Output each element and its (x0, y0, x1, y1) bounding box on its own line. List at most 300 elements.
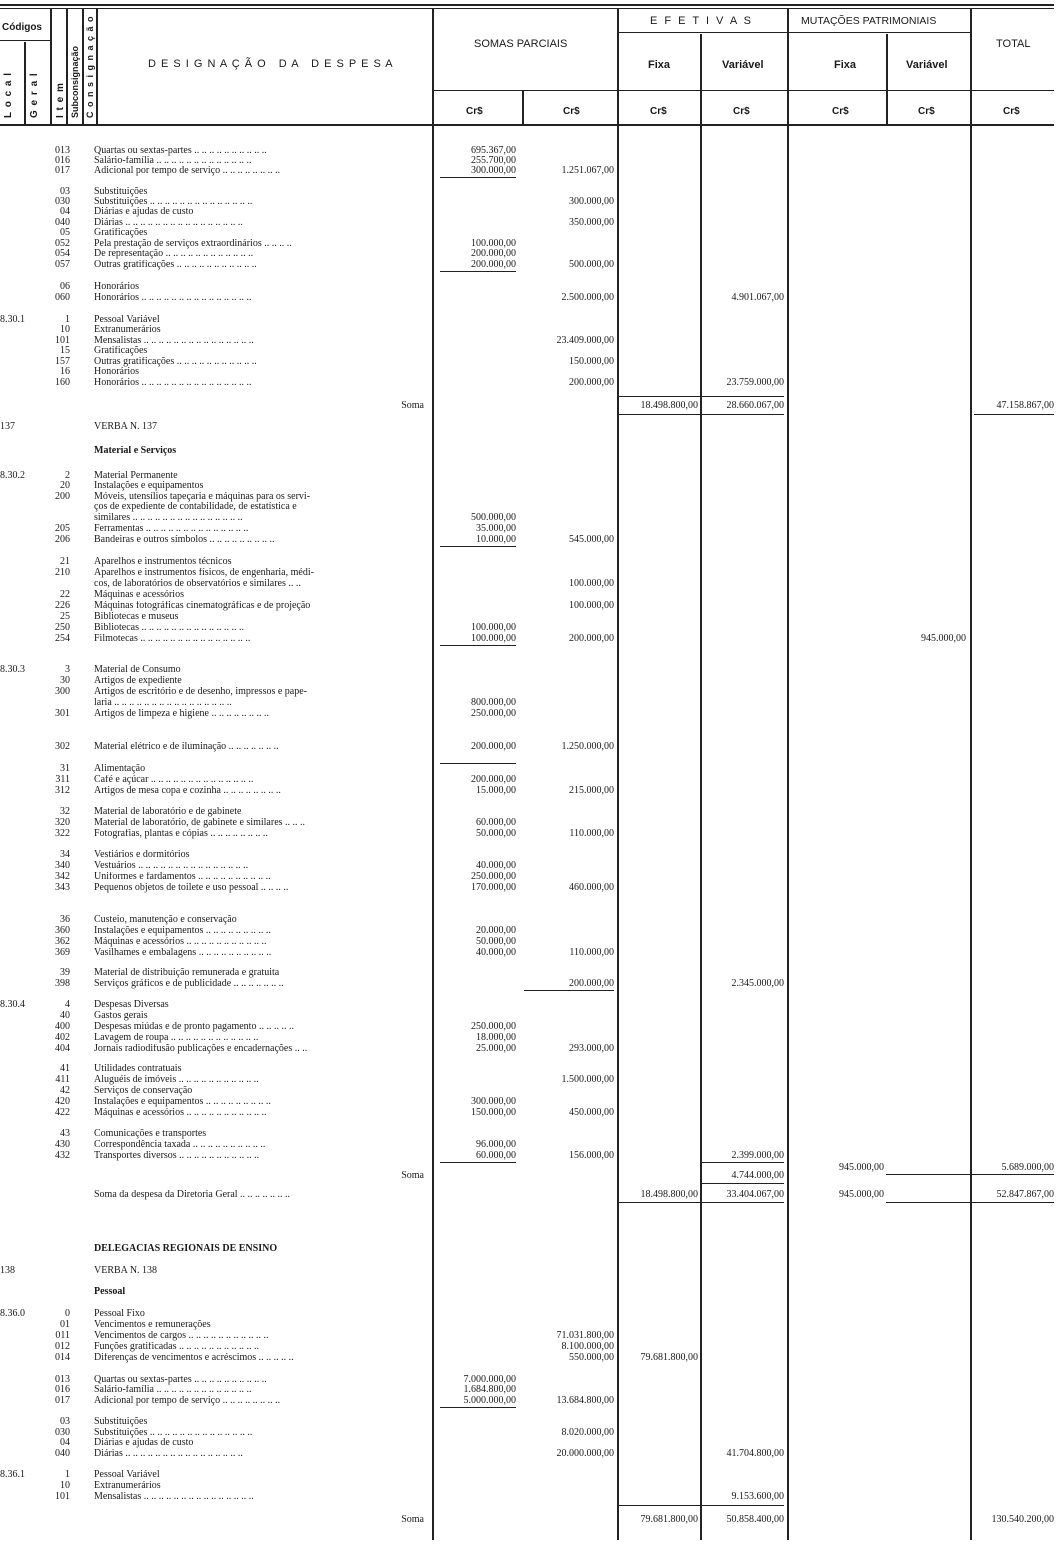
row-description: Mensalistas .. .. .. .. .. .. .. .. .. .. .. .. .. .. .. (94, 336, 254, 346)
row-partial-2: 1.251.067,00 (561, 165, 614, 176)
row-item: 41 (60, 1063, 70, 1074)
row-partial-2: 200.000,00 (569, 377, 614, 388)
row-code: 8.36.0 (0, 1308, 25, 1319)
sum-rule (618, 1505, 784, 1506)
row-partial-1: 100.000,00 (471, 238, 516, 249)
col-line-local (24, 42, 26, 126)
row-description: Custeio, manutenção e conservação (94, 915, 237, 925)
row-item: 322 (55, 828, 70, 839)
currency-p1: Cr$ (466, 106, 483, 117)
row-item: 160 (55, 377, 70, 388)
row-efetiva-variavel: 50.858.400,00 (726, 1514, 784, 1525)
row-item: 040 (55, 217, 70, 228)
table-row (0, 1140, 1057, 1151)
row-description: De representação .. .. .. .. .. .. .. .. .. .. .. .. (94, 249, 254, 259)
row-description: Diferenças de vencimentos e acréscimos .. .. .. .. .. (94, 1353, 294, 1363)
table-row (0, 968, 1057, 979)
row-partial-1: 18.000,00 (476, 1032, 516, 1043)
row-code: 8.30.3 (0, 664, 25, 675)
row-description: Honorários .. .. .. .. .. .. .. .. .. .. .. .. .. .. .. (94, 293, 252, 303)
sum-rule (700, 1183, 784, 1184)
row-item: 016 (55, 1384, 70, 1395)
col-line-mut-fixa (886, 34, 888, 126)
row-item: 302 (55, 741, 70, 752)
table-row (0, 557, 1057, 568)
header-variavel-mutacoes: Variável (906, 59, 948, 71)
row-item: 057 (55, 259, 70, 270)
table-row (0, 601, 1057, 612)
row-description: Adicional por tempo de serviço .. .. .. .. .. .. .. .. (94, 166, 281, 176)
row-item: 400 (55, 1021, 70, 1032)
row-soma-label: Soma (401, 400, 424, 411)
row-item: 422 (55, 1107, 70, 1118)
sum-rule (440, 271, 516, 272)
row-description: Máquinas e acessórios (94, 590, 184, 600)
row-efetiva-variavel: 23.759.000,00 (726, 377, 784, 388)
table-row (0, 948, 1057, 959)
row-partial-2: 293.000,00 (569, 1043, 614, 1054)
row-item: 10 (60, 1480, 70, 1491)
row-partial-1: 50.000,00 (476, 828, 516, 839)
row-item: 01 (60, 1319, 70, 1330)
row-description: Pessoal Fixo (94, 1309, 145, 1319)
row-mutacao-variavel: 945.000,00 (921, 633, 966, 644)
header-fixa-efetivas: Fixa (648, 59, 671, 71)
row-description: Diárias e ajudas de custo (94, 1438, 194, 1448)
row-item: 05 (60, 227, 70, 238)
row-item: 1 (65, 314, 70, 325)
row-item: 300 (55, 686, 70, 697)
row-partial-1: 15.000,00 (476, 785, 516, 796)
table-row (0, 187, 1057, 198)
row-item: 20 (60, 480, 70, 491)
row-item: 101 (55, 1491, 70, 1502)
row-efetiva-variavel: 4.744.000,00 (731, 1170, 784, 1181)
table-row (0, 1353, 1057, 1364)
table-row (0, 325, 1057, 336)
row-description: Gratificações (94, 228, 148, 238)
row-description: Quartas ou sextas-partes .. .. .. .. .. .. .. .. .. .. (94, 1375, 267, 1385)
top-rule-inner (0, 8, 1054, 9)
row-description: Despesas miúdas e de pronto pagamento .. .. .. .. .. (94, 1022, 294, 1032)
row-item: 4 (65, 999, 70, 1010)
row-description: Vestuários .. .. .. .. .. .. .. .. .. .. .. .. .. .. .. (94, 861, 249, 871)
table-row (0, 742, 1057, 753)
table-row (0, 492, 1057, 503)
row-item: 04 (60, 206, 70, 217)
row-partial-2: 100.000,00 (569, 600, 614, 611)
row-item: 30 (60, 675, 70, 686)
sum-rule (886, 1202, 1054, 1203)
table-row (0, 336, 1057, 347)
row-description: Vestiários e dormitórios (94, 850, 190, 860)
table-row (0, 872, 1057, 883)
row-partial-1: 170.000,00 (471, 882, 516, 893)
row-item: 017 (55, 165, 70, 176)
row-description: Diárias e ajudas de custo (94, 207, 194, 217)
table-row (0, 1011, 1057, 1022)
row-partial-2: 500.000,00 (569, 259, 614, 270)
row-efetiva-variavel: 4.901.067,00 (731, 292, 784, 303)
row-total: 5.689.000,00 (1001, 1162, 1054, 1173)
currency-variavel: Cr$ (733, 106, 750, 117)
row-description: Salário-família .. .. .. .. .. .. .. .. .. .. .. .. .. (94, 1385, 252, 1395)
row-partial-1: 5.000.000,00 (463, 1395, 516, 1406)
row-description: Bibliotecas e museus (94, 612, 179, 622)
table-row (0, 687, 1057, 698)
row-description: Utilidades contratuais (94, 1064, 182, 1074)
row-description: Correspondência taxada .. .. .. .. .. .. .. .. .. .. (94, 1140, 266, 1150)
header-item: I t e m (55, 82, 66, 118)
col-line-cons (96, 8, 98, 126)
row-description: Pessoal Variável (94, 315, 160, 325)
row-description: Honorários (94, 367, 139, 377)
row-partial-1: 1.684.800,00 (463, 1384, 516, 1395)
sum-rule (974, 414, 1054, 415)
row-partial-2: 200.000,00 (569, 633, 614, 644)
row-description: Diárias .. .. .. .. .. .. .. .. .. .. .. .. .. .. .. .. (94, 218, 243, 228)
table-row (0, 861, 1057, 872)
row-description: Fotografias, plantas e cópias .. .. .. .. .. .. .. .. (94, 829, 268, 839)
table-row (0, 1428, 1057, 1439)
row-description: Adicional por tempo de serviço .. .. .. .. .. .. .. .. (94, 1396, 281, 1406)
row-description: Material de distribuição remunerada e gratuita (94, 968, 280, 978)
row-item: 206 (55, 534, 70, 545)
row-item: 402 (55, 1032, 70, 1043)
row-description: Quartas ou sextas-partes .. .. .. .. .. .. .. .. .. .. (94, 146, 267, 156)
row-description: Filmotecas .. .. .. .. .. .. .. .. .. .. .. .. .. .. .. (94, 634, 251, 644)
row-item: 430 (55, 1139, 70, 1150)
row-item: 362 (55, 936, 70, 947)
table-row (0, 676, 1057, 687)
row-description: Gastos gerais (94, 1011, 148, 1021)
row-description: Jornais radiodifusão publicações e encadernações .. .. (94, 1044, 308, 1054)
table-row (0, 1129, 1057, 1140)
table-row (0, 1438, 1057, 1449)
sum-rule (618, 1202, 784, 1203)
row-description: Material de laboratório e de gabinete (94, 807, 242, 817)
row-partial-1: 60.000,00 (476, 817, 516, 828)
table-row (0, 239, 1057, 250)
row-description: Instalações e equipamentos .. .. .. .. .. .. .. .. .. (94, 1097, 271, 1107)
row-description: Pessoal (94, 1287, 126, 1297)
table-row (0, 1044, 1057, 1055)
row-efetiva-variavel: 9.153.600,00 (731, 1491, 784, 1502)
row-description: Comunicações e transportes (94, 1129, 207, 1139)
row-partial-1: 300.000,00 (471, 1096, 516, 1107)
currency-p2: Cr$ (563, 106, 580, 117)
table-row (0, 218, 1057, 229)
row-partial-1: 7.000.000,00 (463, 1374, 516, 1385)
header-variavel-efetivas: Variável (722, 59, 764, 71)
table-row (0, 146, 1057, 157)
row-item: 36 (60, 914, 70, 925)
row-code: 8.30.4 (0, 999, 25, 1010)
row-description: Ferramentas .. .. .. .. .. .. .. .. .. .. .. .. .. .. (94, 524, 249, 534)
sum-rule (440, 1407, 516, 1408)
table-row (0, 775, 1057, 786)
table-row (0, 1171, 1057, 1182)
table-row (0, 401, 1057, 412)
row-efetiva-fixa: 79.681.800,00 (640, 1514, 698, 1525)
row-description: Artigos de expediente (94, 676, 182, 686)
row-description: Pela prestação de serviços extraordinários .. .. .. .. (94, 239, 292, 249)
row-description: VERBA N. 137 (94, 422, 158, 432)
table-row (0, 535, 1057, 546)
header-bottom-rule (0, 124, 1054, 126)
table-row (0, 612, 1057, 623)
row-partial-2: 13.684.800,00 (556, 1395, 614, 1406)
col-line-item (66, 8, 68, 126)
table-row (0, 665, 1057, 676)
row-partial-1: 300.000,00 (471, 165, 516, 176)
header-efetivas: E F E T I V A S (650, 15, 753, 27)
row-description: Vasilhames e embalagens .. .. .. .. .. .. .. .. .. .. (94, 948, 272, 958)
row-description: Serviços de conservação (94, 1086, 193, 1096)
table-row (0, 207, 1057, 218)
top-rule (0, 4, 1054, 6)
row-description: Artigos de limpeza e higiene .. .. .. .. .. .. .. .. (94, 709, 269, 719)
row-partial-2: 2.500.000,00 (561, 292, 614, 303)
row-description: Bandeiras e outros símbolos .. .. .. .. .. .. .. .. .. (94, 535, 275, 545)
table-row (0, 818, 1057, 829)
table-row (0, 579, 1057, 590)
row-item: 15 (60, 345, 70, 356)
row-description: Honorários .. .. .. .. .. .. .. .. .. .. .. .. .. .. .. (94, 378, 252, 388)
row-description: Funções gratificadas .. .. .. .. .. .. .. .. .. .. .. (94, 1342, 259, 1352)
row-description: Substituições (94, 1417, 148, 1427)
row-description: Honorários (94, 282, 139, 292)
table-row (0, 471, 1057, 482)
col-line-subcons (82, 8, 84, 126)
row-partial-2: 156.000,00 (569, 1150, 614, 1161)
row-item: 0 (65, 1308, 70, 1319)
table-row (0, 228, 1057, 239)
row-item: 31 (60, 763, 70, 774)
table-row (0, 422, 1057, 433)
row-description: Uniformes e fardamentos .. .. .. .. .. .. .. .. .. .. (94, 872, 271, 882)
row-item: 017 (55, 1395, 70, 1406)
row-description: Máquinas fotográficas cinematográficas e de projeção (94, 601, 311, 611)
table-row (0, 1108, 1057, 1119)
row-description: Máquinas e acessórios .. .. .. .. .. .. .. .. .. .. .. (94, 937, 267, 947)
row-code: 138 (0, 1265, 15, 1276)
row-description: Aparelhos e instrumentos físicos, de engenharia, médi- (94, 568, 314, 578)
row-item: 25 (60, 611, 70, 622)
table-row (0, 1320, 1057, 1331)
table-row (0, 1000, 1057, 1011)
table-row (0, 1481, 1057, 1492)
row-partial-2: 545.000,00 (569, 534, 614, 545)
row-partial-1: 40.000,00 (476, 947, 516, 958)
row-partial-1: 50.000,00 (476, 936, 516, 947)
table-row (0, 1287, 1057, 1298)
row-description: Extranumerários (94, 1481, 161, 1491)
row-partial-1: 200.000,00 (471, 248, 516, 259)
table-row (0, 698, 1057, 709)
row-description: Vencimentos de cargos .. .. .. .. .. .. .. .. .. .. .. (94, 1331, 269, 1341)
row-item: 060 (55, 292, 70, 303)
row-partial-1: 35.000,00 (476, 523, 516, 534)
table-row (0, 850, 1057, 861)
row-description: VERBA N. 138 (94, 1266, 158, 1276)
row-partial-1: 40.000,00 (476, 860, 516, 871)
row-description: ços de expediente de contabilidade, de estatística e (94, 502, 297, 512)
row-partial-1: 100.000,00 (471, 633, 516, 644)
table-row (0, 1342, 1057, 1353)
table-row (0, 524, 1057, 535)
row-item: 16 (60, 366, 70, 377)
row-description: Gratificações (94, 346, 148, 356)
row-item: 32 (60, 806, 70, 817)
row-item: 420 (55, 1096, 70, 1107)
table-row (0, 367, 1057, 378)
row-item: 342 (55, 871, 70, 882)
row-partial-2: 100.000,00 (569, 578, 614, 589)
table-row (0, 378, 1057, 389)
table-row (0, 915, 1057, 926)
row-item: 340 (55, 860, 70, 871)
table-row (0, 568, 1057, 579)
header-mid-rule (432, 90, 1054, 91)
table-row (0, 1151, 1057, 1162)
row-item: 014 (55, 1352, 70, 1363)
table-row (0, 357, 1057, 368)
row-total: 130.540.200,00 (991, 1514, 1054, 1525)
table-row (0, 979, 1057, 990)
table-row (0, 1492, 1057, 1503)
header-fixa-mutacoes: Fixa (834, 59, 857, 71)
row-description: cos, de laboratórios de observatórios e similares .. .. (94, 579, 301, 589)
row-description: Instalações e equipamentos .. .. .. .. .. .. .. .. .. (94, 926, 271, 936)
row-partial-1: 500.000,00 (471, 512, 516, 523)
row-partial-1: 200.000,00 (471, 741, 516, 752)
row-partial-2: 110.000,00 (569, 828, 614, 839)
col-line-geral (50, 8, 52, 126)
row-partial-2: 23.409.000,00 (556, 335, 614, 346)
row-partial-1: 20.000,00 (476, 925, 516, 936)
row-item: 311 (55, 774, 70, 785)
row-description: Material Permanente (94, 471, 178, 481)
header-codigos: Códigos (2, 22, 42, 33)
row-item: 398 (55, 978, 70, 989)
row-description: Café e açúcar .. .. .. .. .. .. .. .. .. .. .. .. .. .. (94, 775, 254, 785)
row-description: Artigos de mesa copa e cozinha .. .. .. .. .. .. .. .. (94, 786, 281, 796)
table-row (0, 786, 1057, 797)
sum-rule (524, 990, 614, 991)
table-row (0, 502, 1057, 513)
row-description: Máquinas e acessórios .. .. .. .. .. .. .. .. .. .. .. (94, 1108, 267, 1118)
sum-rule (618, 414, 784, 415)
row-partial-2: 8.100.000,00 (561, 1341, 614, 1352)
row-partial-1: 255.700,00 (471, 155, 516, 166)
row-item: 04 (60, 1437, 70, 1448)
row-item: 360 (55, 925, 70, 936)
row-item: 052 (55, 238, 70, 249)
row-partial-1: 200.000,00 (471, 259, 516, 270)
table-row (0, 807, 1057, 818)
row-item: 404 (55, 1043, 70, 1054)
row-description: Material de Consumo (94, 665, 181, 675)
row-item: 3 (65, 664, 70, 675)
row-partial-1: 250.000,00 (471, 1021, 516, 1032)
table-row (0, 1266, 1057, 1277)
row-item: 226 (55, 600, 70, 611)
row-efetiva-variavel: 41.704.800,00 (726, 1448, 784, 1459)
row-mutacao-fixa: 945.000,00 (839, 1162, 884, 1173)
row-description: DELEGACIAS REGIONAIS DE ENSINO (94, 1244, 278, 1254)
row-description: Salário-família .. .. .. .. .. .. .. .. .. .. .. .. .. (94, 156, 252, 166)
row-description: similares .. .. .. .. .. .. .. .. .. .. .. .. .. .. .. (94, 513, 243, 523)
row-description: Mensalistas .. .. .. .. .. .. .. .. .. .. .. .. .. .. .. (94, 1492, 254, 1502)
header-local: L o c a l (3, 71, 14, 118)
table-row (0, 634, 1057, 645)
header-mutacoes: MUTAÇÕES PATRIMONIAIS (801, 15, 937, 27)
row-description: Despesas Diversas (94, 1000, 169, 1010)
table-row (0, 1022, 1057, 1033)
row-item: 013 (55, 1374, 70, 1385)
row-partial-1: 200.000,00 (471, 774, 516, 785)
row-item: 301 (55, 708, 70, 719)
row-total: 52.847.867,00 (996, 1189, 1054, 1200)
row-description: Outras gratificações .. .. .. .. .. .. .. .. .. .. .. (94, 357, 257, 367)
row-item: 320 (55, 817, 70, 828)
row-partial-2: 150.000,00 (569, 356, 614, 367)
row-description: Pessoal Variável (94, 1470, 160, 1480)
row-partial-1: 150.000,00 (471, 1107, 516, 1118)
row-item: 040 (55, 1448, 70, 1459)
row-partial-1: 25.000,00 (476, 1043, 516, 1054)
currency-fixa: Cr$ (650, 106, 667, 117)
row-partial-1: 100.000,00 (471, 622, 516, 633)
row-partial-2: 110.000,00 (569, 947, 614, 958)
row-description: Aluguéis de imóveis .. .. .. .. .. .. .. .. .. .. .. (94, 1075, 259, 1085)
row-item: 34 (60, 849, 70, 860)
row-description: Outras gratificações .. .. .. .. .. .. .. .. .. .. .. (94, 260, 257, 270)
row-description: Soma da despesa da Diretoria Geral .. .. .. .. .. .. .. (94, 1190, 291, 1200)
header-designacao: D E S I G N A Ç Ã O D A D E S P E S A (148, 58, 394, 70)
row-item: 205 (55, 523, 70, 534)
row-item: 254 (55, 633, 70, 644)
table-row (0, 1375, 1057, 1386)
table-row (0, 315, 1057, 326)
table-row (0, 1396, 1057, 1407)
row-efetiva-fixa: 18.498.800,00 (640, 1189, 698, 1200)
table-row (0, 166, 1057, 177)
row-soma-label: Soma (401, 1514, 424, 1525)
row-partial-1: 250.000,00 (471, 708, 516, 719)
header-total: TOTAL (996, 38, 1031, 50)
row-description: Material de laboratório, de gabinete e similares .. .. .. (94, 818, 306, 828)
row-item: 016 (55, 155, 70, 166)
table-row (0, 590, 1057, 601)
table-row (0, 1331, 1057, 1342)
table-row (0, 1309, 1057, 1320)
row-item: 157 (55, 356, 70, 367)
row-item: 21 (60, 556, 70, 567)
row-efetiva-fixa: 18.498.800,00 (640, 400, 698, 411)
col-line-p1 (522, 90, 524, 126)
table-row (0, 709, 1057, 720)
table-row (0, 1385, 1057, 1396)
row-item: 210 (55, 567, 70, 578)
row-efetiva-variavel: 33.404.067,00 (726, 1189, 784, 1200)
currency-total: Cr$ (1003, 106, 1020, 117)
row-partial-2: 300.000,00 (569, 196, 614, 207)
row-code: 8.30.1 (0, 314, 25, 325)
table-row (0, 446, 1057, 457)
table-row (0, 156, 1057, 167)
